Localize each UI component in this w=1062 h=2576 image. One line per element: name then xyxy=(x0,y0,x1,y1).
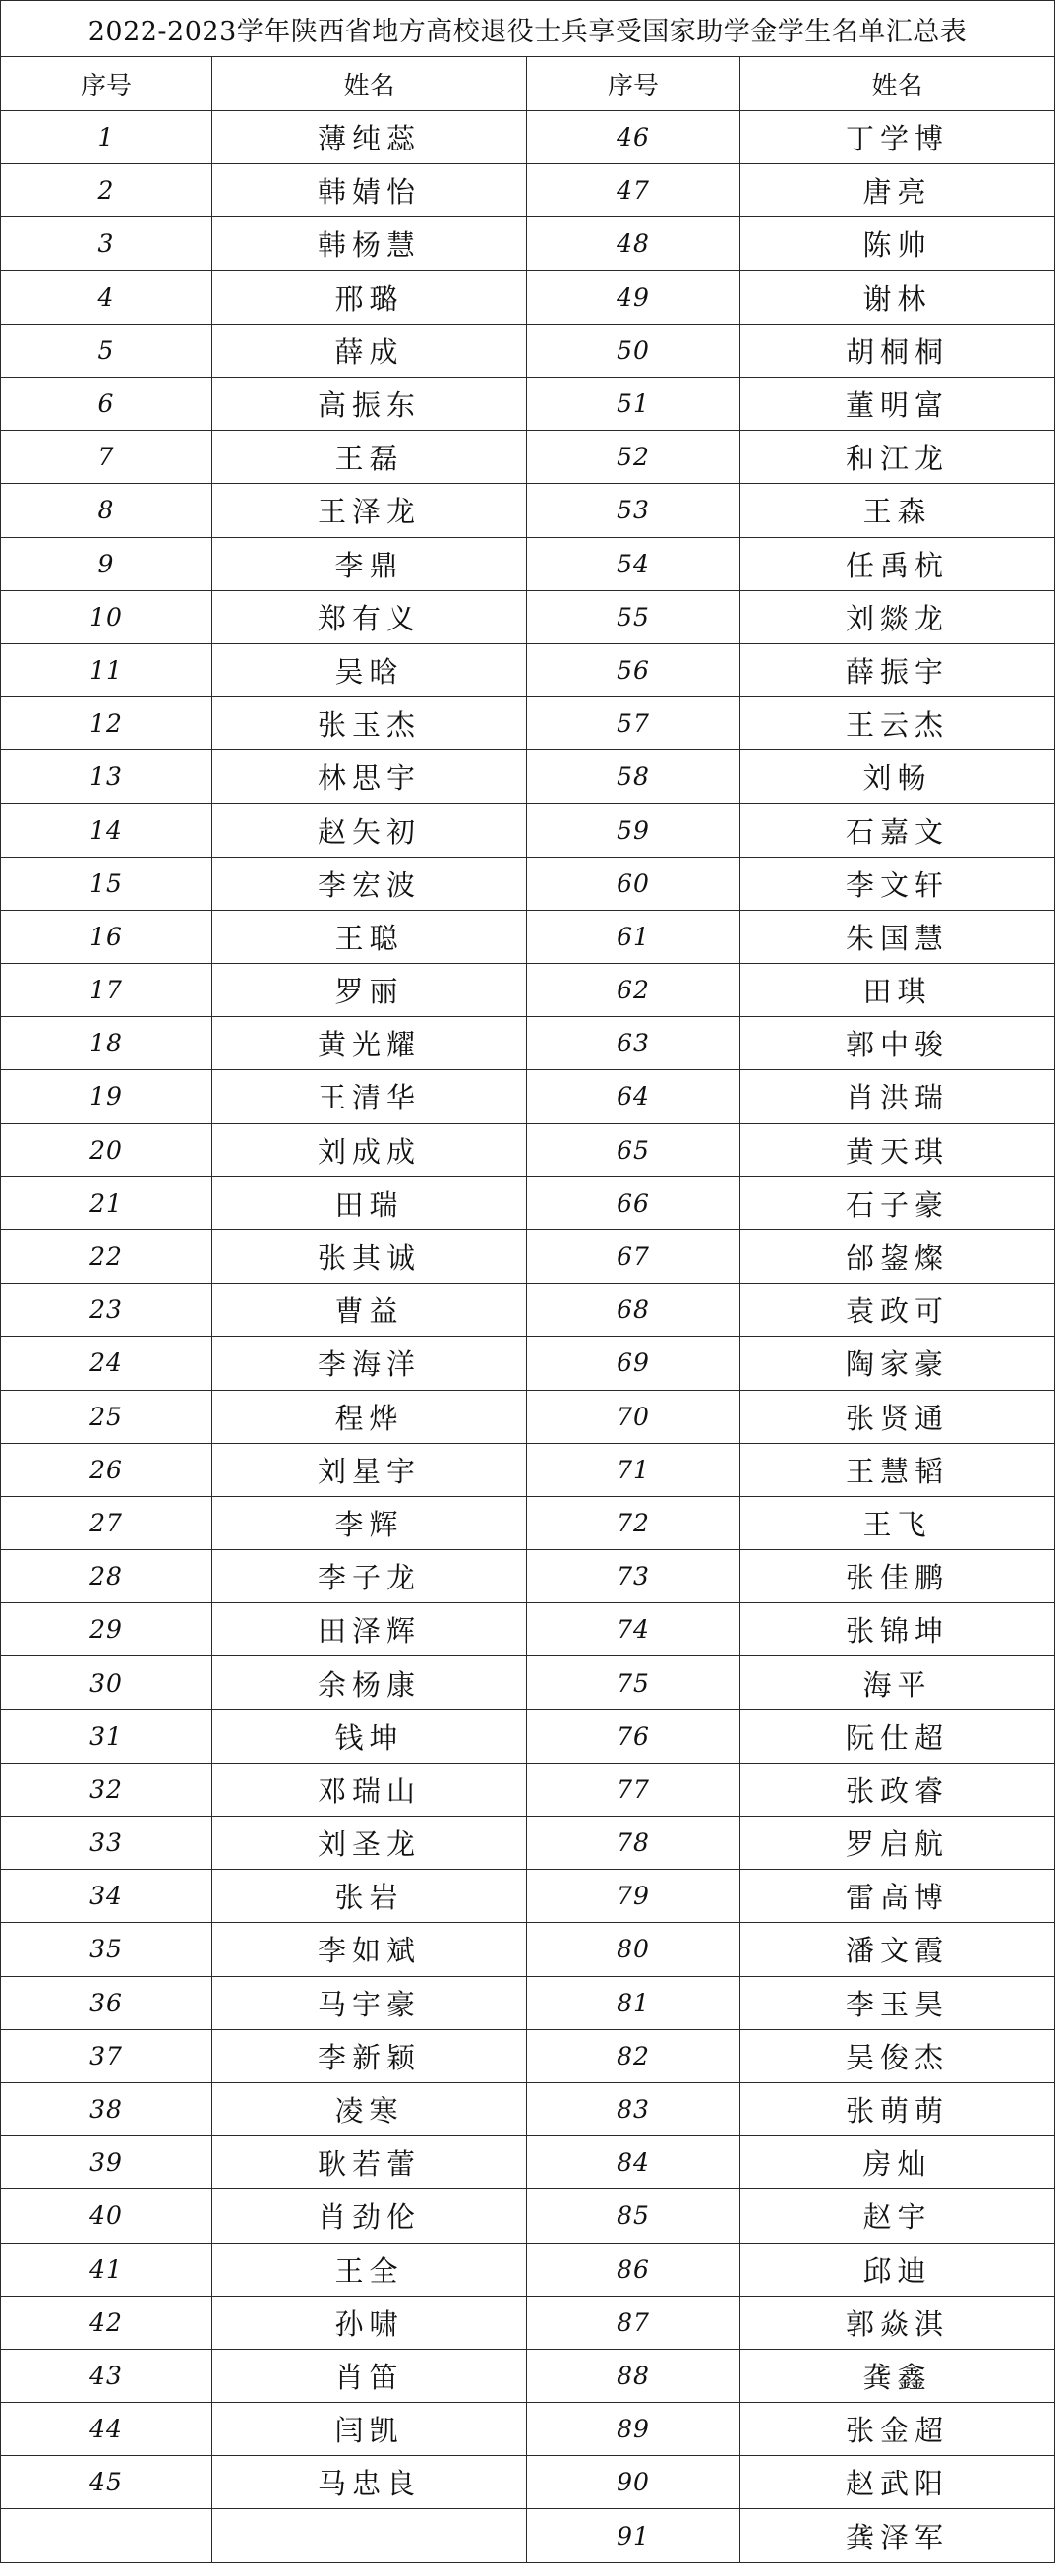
table-row xyxy=(1,910,1055,963)
name-right-cell: 朱国慧 xyxy=(740,910,1055,963)
name-left-cell: 黄光耀 xyxy=(212,1017,527,1070)
serial-right-cell: 85 xyxy=(527,2189,740,2243)
name-right-cell: 潘文霞 xyxy=(740,1923,1055,1976)
name-left-cell: 韩婧怡 xyxy=(212,164,527,217)
serial-right-cell: 57 xyxy=(527,697,740,750)
table-row xyxy=(1,1390,1055,1443)
serial-right-cell: 80 xyxy=(527,1923,740,1976)
serial-right-cell: 72 xyxy=(527,1496,740,1549)
serial-right-cell: 59 xyxy=(527,804,740,857)
table-row xyxy=(1,164,1055,217)
serial-left-cell: 38 xyxy=(1,2082,212,2135)
serial-right-cell: 74 xyxy=(527,1603,740,1656)
name-left-cell: 田泽辉 xyxy=(212,1603,527,1656)
table-row xyxy=(1,2456,1055,2509)
serial-left-cell: 13 xyxy=(1,750,212,804)
serial-left-cell: 5 xyxy=(1,324,212,377)
serial-right-cell: 46 xyxy=(527,111,740,164)
name-left-cell: 张玉杰 xyxy=(212,697,527,750)
serial-left-cell: 30 xyxy=(1,1656,212,1709)
table-row xyxy=(1,1763,1055,1816)
name-left-cell: 刘成成 xyxy=(212,1123,527,1176)
serial-right-cell: 50 xyxy=(527,324,740,377)
serial-left-cell: 31 xyxy=(1,1709,212,1763)
table-row xyxy=(1,1176,1055,1229)
name-left-cell: 林思宇 xyxy=(212,750,527,804)
table-row xyxy=(1,1123,1055,1176)
name-left-cell: 王聪 xyxy=(212,910,527,963)
serial-left-cell: 34 xyxy=(1,1870,212,1923)
name-left-cell: 李辉 xyxy=(212,1496,527,1549)
serial-left-cell: 37 xyxy=(1,2029,212,2082)
name-left-cell: 李新颖 xyxy=(212,2029,527,2082)
name-right-cell: 张佳鹏 xyxy=(740,1550,1055,1603)
name-right-cell: 李玉昊 xyxy=(740,1976,1055,2029)
name-left-cell: 肖劲伦 xyxy=(212,2189,527,2243)
name-right-cell: 唐亮 xyxy=(740,164,1055,217)
name-right-cell: 肖洪瑞 xyxy=(740,1070,1055,1123)
header-name-left: 姓名 xyxy=(212,57,527,111)
serial-left-cell: 3 xyxy=(1,217,212,270)
serial-right-cell: 88 xyxy=(527,2349,740,2402)
serial-right-cell: 84 xyxy=(527,2136,740,2189)
name-left-cell: 李子龙 xyxy=(212,1550,527,1603)
table-row xyxy=(1,1337,1055,1390)
table-row xyxy=(1,1550,1055,1603)
table-row xyxy=(1,643,1055,696)
table-row xyxy=(1,1603,1055,1656)
serial-right-cell: 78 xyxy=(527,1817,740,1870)
serial-left-cell: 10 xyxy=(1,590,212,643)
serial-right-cell: 60 xyxy=(527,857,740,910)
name-right-cell: 谢林 xyxy=(740,270,1055,324)
table-row xyxy=(1,2349,1055,2402)
serial-right-cell: 48 xyxy=(527,217,740,270)
serial-right-cell: 63 xyxy=(527,1017,740,1070)
name-right-cell: 任禹杭 xyxy=(740,537,1055,590)
serial-left-cell: 41 xyxy=(1,2243,212,2296)
serial-left-cell: 23 xyxy=(1,1284,212,1337)
name-left-cell: 吴晗 xyxy=(212,643,527,696)
serial-right-cell: 89 xyxy=(527,2403,740,2456)
serial-right-cell: 77 xyxy=(527,1763,740,1816)
table-title: 2022-2023学年陕西省地方高校退役士兵享受国家助学金学生名单汇总表 xyxy=(1,1,1055,57)
name-left-cell: 李海洋 xyxy=(212,1337,527,1390)
serial-right-cell: 76 xyxy=(527,1709,740,1763)
name-right-cell: 阮仕超 xyxy=(740,1709,1055,1763)
serial-left-cell: 12 xyxy=(1,697,212,750)
name-left-cell: 曹益 xyxy=(212,1284,527,1337)
serial-right-cell: 53 xyxy=(527,484,740,537)
serial-right-cell: 68 xyxy=(527,1284,740,1337)
name-left-cell: 韩杨慧 xyxy=(212,217,527,270)
table-row xyxy=(1,1656,1055,1709)
name-right-cell: 王飞 xyxy=(740,1496,1055,1549)
name-right-cell: 房灿 xyxy=(740,2136,1055,2189)
serial-right-cell: 58 xyxy=(527,750,740,804)
name-left-cell: 孙啸 xyxy=(212,2296,527,2349)
serial-right-cell: 86 xyxy=(527,2243,740,2296)
name-right-cell: 王慧韬 xyxy=(740,1443,1055,1496)
name-left-cell: 张岩 xyxy=(212,1870,527,1923)
name-left-cell: 马忠良 xyxy=(212,2456,527,2509)
serial-left-cell: 9 xyxy=(1,537,212,590)
name-right-cell: 龚鑫 xyxy=(740,2349,1055,2402)
serial-left-cell: 25 xyxy=(1,1390,212,1443)
serial-left-cell: 29 xyxy=(1,1603,212,1656)
name-right-cell: 张锦坤 xyxy=(740,1603,1055,1656)
table-row xyxy=(1,2243,1055,2296)
header-name-right: 姓名 xyxy=(740,57,1055,111)
table-row xyxy=(1,2189,1055,2243)
table-row xyxy=(1,2403,1055,2456)
table-row xyxy=(1,2136,1055,2189)
serial-left-cell: 8 xyxy=(1,484,212,537)
table-row xyxy=(1,2082,1055,2135)
name-right-cell: 石子豪 xyxy=(740,1176,1055,1229)
name-right-cell: 张贤通 xyxy=(740,1390,1055,1443)
table-row xyxy=(1,750,1055,804)
table-row xyxy=(1,1496,1055,1549)
serial-left-cell: 20 xyxy=(1,1123,212,1176)
name-right-cell: 张萌萌 xyxy=(740,2082,1055,2135)
table-row xyxy=(1,697,1055,750)
name-left-cell: 李宏波 xyxy=(212,857,527,910)
serial-right-cell: 54 xyxy=(527,537,740,590)
serial-right-cell: 73 xyxy=(527,1550,740,1603)
name-right-cell: 陶家豪 xyxy=(740,1337,1055,1390)
name-left-cell: 王磊 xyxy=(212,431,527,484)
serial-right-cell: 87 xyxy=(527,2296,740,2349)
serial-left-cell: 17 xyxy=(1,964,212,1017)
name-left-cell: 薄纯蕊 xyxy=(212,111,527,164)
table-body xyxy=(1,111,1055,2563)
name-left-cell: 肖笛 xyxy=(212,2349,527,2402)
serial-right-cell: 64 xyxy=(527,1070,740,1123)
name-right-cell: 郭焱淇 xyxy=(740,2296,1055,2349)
table-row xyxy=(1,964,1055,1017)
name-left-cell: 闫凯 xyxy=(212,2403,527,2456)
serial-left-cell: 44 xyxy=(1,2403,212,2456)
serial-left-cell: 22 xyxy=(1,1229,212,1283)
name-left-cell: 王全 xyxy=(212,2243,527,2296)
serial-left-cell: 32 xyxy=(1,1763,212,1816)
serial-right-cell: 67 xyxy=(527,1229,740,1283)
serial-left-cell: 6 xyxy=(1,377,212,430)
header-serial-right: 序号 xyxy=(527,57,740,111)
name-left-cell xyxy=(212,2509,527,2562)
serial-right-cell: 56 xyxy=(527,643,740,696)
table-row xyxy=(1,1870,1055,1923)
name-left-cell: 程烨 xyxy=(212,1390,527,1443)
name-right-cell: 张政睿 xyxy=(740,1763,1055,1816)
serial-right-cell: 83 xyxy=(527,2082,740,2135)
table-row xyxy=(1,324,1055,377)
table-row xyxy=(1,111,1055,164)
name-right-cell: 龚泽军 xyxy=(740,2509,1055,2562)
serial-right-cell: 52 xyxy=(527,431,740,484)
name-right-cell: 邰鋆燦 xyxy=(740,1229,1055,1283)
serial-left-cell: 42 xyxy=(1,2296,212,2349)
name-left-cell: 凌寒 xyxy=(212,2082,527,2135)
serial-left-cell xyxy=(1,2509,212,2562)
title-row xyxy=(1,1,1055,57)
name-left-cell: 刘圣龙 xyxy=(212,1817,527,1870)
serial-left-cell: 21 xyxy=(1,1176,212,1229)
serial-left-cell: 7 xyxy=(1,431,212,484)
table-row xyxy=(1,2296,1055,2349)
header-row xyxy=(1,57,1055,111)
name-left-cell: 马宇豪 xyxy=(212,1976,527,2029)
name-left-cell: 郑有义 xyxy=(212,590,527,643)
serial-right-cell: 91 xyxy=(527,2509,740,2562)
name-right-cell: 薛振宇 xyxy=(740,643,1055,696)
name-left-cell: 耿若蕾 xyxy=(212,2136,527,2189)
serial-right-cell: 82 xyxy=(527,2029,740,2082)
table-row xyxy=(1,1923,1055,1976)
serial-left-cell: 18 xyxy=(1,1017,212,1070)
table-row xyxy=(1,1070,1055,1123)
name-left-cell: 余杨康 xyxy=(212,1656,527,1709)
serial-left-cell: 16 xyxy=(1,910,212,963)
name-right-cell: 海平 xyxy=(740,1656,1055,1709)
serial-left-cell: 11 xyxy=(1,643,212,696)
serial-left-cell: 43 xyxy=(1,2349,212,2402)
serial-left-cell: 36 xyxy=(1,1976,212,2029)
name-right-cell: 赵宇 xyxy=(740,2189,1055,2243)
table-row xyxy=(1,1709,1055,1763)
table-row xyxy=(1,1817,1055,1870)
table-row xyxy=(1,484,1055,537)
table-row xyxy=(1,270,1055,324)
table-row xyxy=(1,217,1055,270)
name-right-cell: 王森 xyxy=(740,484,1055,537)
table-row xyxy=(1,804,1055,857)
table-row xyxy=(1,2029,1055,2082)
name-left-cell: 罗丽 xyxy=(212,964,527,1017)
serial-left-cell: 4 xyxy=(1,270,212,324)
serial-right-cell: 51 xyxy=(527,377,740,430)
name-right-cell: 陈帅 xyxy=(740,217,1055,270)
table-row xyxy=(1,2509,1055,2562)
name-right-cell: 王云杰 xyxy=(740,697,1055,750)
table-row xyxy=(1,377,1055,430)
name-left-cell: 张其诚 xyxy=(212,1229,527,1283)
name-left-cell: 李鼎 xyxy=(212,537,527,590)
serial-right-cell: 66 xyxy=(527,1176,740,1229)
name-right-cell: 袁政可 xyxy=(740,1284,1055,1337)
table-row xyxy=(1,857,1055,910)
serial-right-cell: 71 xyxy=(527,1443,740,1496)
name-right-cell: 和江龙 xyxy=(740,431,1055,484)
serial-right-cell: 90 xyxy=(527,2456,740,2509)
serial-left-cell: 24 xyxy=(1,1337,212,1390)
serial-right-cell: 75 xyxy=(527,1656,740,1709)
serial-left-cell: 14 xyxy=(1,804,212,857)
serial-left-cell: 40 xyxy=(1,2189,212,2243)
table-row xyxy=(1,1443,1055,1496)
name-right-cell: 吴俊杰 xyxy=(740,2029,1055,2082)
serial-right-cell: 61 xyxy=(527,910,740,963)
name-left-cell: 邢璐 xyxy=(212,270,527,324)
serial-left-cell: 2 xyxy=(1,164,212,217)
serial-right-cell: 47 xyxy=(527,164,740,217)
name-right-cell: 赵武阳 xyxy=(740,2456,1055,2509)
serial-left-cell: 35 xyxy=(1,1923,212,1976)
name-left-cell: 李如斌 xyxy=(212,1923,527,1976)
serial-right-cell: 49 xyxy=(527,270,740,324)
name-left-cell: 田瑞 xyxy=(212,1176,527,1229)
serial-right-cell: 79 xyxy=(527,1870,740,1923)
name-right-cell: 张金超 xyxy=(740,2403,1055,2456)
table-row xyxy=(1,1976,1055,2029)
name-left-cell: 刘星宇 xyxy=(212,1443,527,1496)
serial-right-cell: 65 xyxy=(527,1123,740,1176)
header-serial-left: 序号 xyxy=(1,57,212,111)
name-right-cell: 田琪 xyxy=(740,964,1055,1017)
serial-left-cell: 19 xyxy=(1,1070,212,1123)
name-right-cell: 石嘉文 xyxy=(740,804,1055,857)
name-right-cell: 刘畅 xyxy=(740,750,1055,804)
name-right-cell: 罗启航 xyxy=(740,1817,1055,1870)
serial-right-cell: 81 xyxy=(527,1976,740,2029)
name-right-cell: 黄天琪 xyxy=(740,1123,1055,1176)
name-right-cell: 刘燚龙 xyxy=(740,590,1055,643)
serial-left-cell: 1 xyxy=(1,111,212,164)
name-right-cell: 李文轩 xyxy=(740,857,1055,910)
name-left-cell: 王泽龙 xyxy=(212,484,527,537)
table-row xyxy=(1,590,1055,643)
table-row xyxy=(1,1284,1055,1337)
serial-right-cell: 55 xyxy=(527,590,740,643)
name-left-cell: 王清华 xyxy=(212,1070,527,1123)
name-right-cell: 雷高博 xyxy=(740,1870,1055,1923)
name-right-cell: 胡桐桐 xyxy=(740,324,1055,377)
name-left-cell: 赵矢初 xyxy=(212,804,527,857)
table-row xyxy=(1,1229,1055,1283)
serial-left-cell: 15 xyxy=(1,857,212,910)
name-left-cell: 邓瑞山 xyxy=(212,1763,527,1816)
name-left-cell: 薛成 xyxy=(212,324,527,377)
serial-left-cell: 45 xyxy=(1,2456,212,2509)
name-right-cell: 郭中骏 xyxy=(740,1017,1055,1070)
serial-left-cell: 26 xyxy=(1,1443,212,1496)
serial-left-cell: 28 xyxy=(1,1550,212,1603)
name-right-cell: 丁学博 xyxy=(740,111,1055,164)
serial-left-cell: 27 xyxy=(1,1496,212,1549)
table-row xyxy=(1,537,1055,590)
name-left-cell: 钱坤 xyxy=(212,1709,527,1763)
serial-left-cell: 39 xyxy=(1,2136,212,2189)
name-left-cell: 高振东 xyxy=(212,377,527,430)
table-row xyxy=(1,1017,1055,1070)
serial-right-cell: 70 xyxy=(527,1390,740,1443)
serial-right-cell: 62 xyxy=(527,964,740,1017)
table-row xyxy=(1,431,1055,484)
name-right-cell: 董明富 xyxy=(740,377,1055,430)
serial-right-cell: 69 xyxy=(527,1337,740,1390)
name-right-cell: 邱迪 xyxy=(740,2243,1055,2296)
serial-left-cell: 33 xyxy=(1,1817,212,1870)
